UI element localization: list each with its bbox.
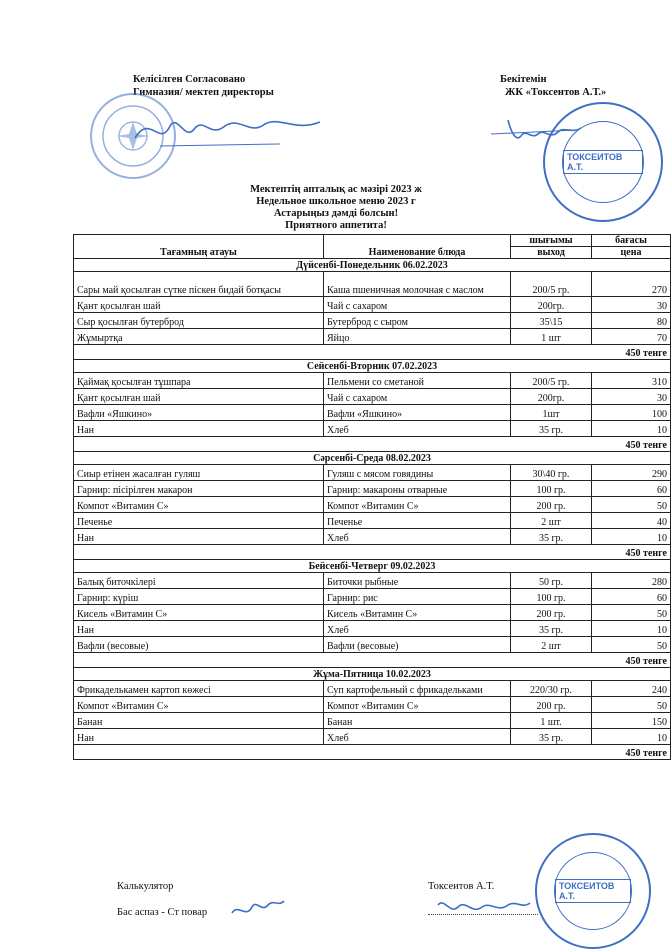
- bon-appetit-rus-line: Приятного аппетита!: [285, 220, 387, 231]
- dish-price: 60: [592, 589, 671, 605]
- dish-output: 200 гр.: [511, 605, 592, 621]
- dish-output: 200гр.: [511, 389, 592, 405]
- col-header-rus: Наименование блюда: [324, 235, 511, 259]
- dish-name-kaz: Фрикаделькамен картоп көжесі: [74, 681, 324, 697]
- menu-item-row: [74, 389, 671, 405]
- dish-name-kaz: Печенье: [74, 513, 324, 529]
- dish-name-kaz: Гарнир: пісірілген макарон: [74, 481, 324, 497]
- dish-name-rus: Печенье: [324, 513, 511, 529]
- dish-output: 1шт: [511, 405, 592, 421]
- menu-item-row: [74, 573, 671, 589]
- dish-name-rus: Яйцо: [324, 329, 511, 345]
- dish-output: 35 гр.: [511, 529, 592, 545]
- dish-name-kaz: Сары май қосылған сүтке піскен бидай ботқасы: [74, 272, 324, 297]
- agreed-label: Келісілген Согласовано: [133, 74, 246, 85]
- dish-name-kaz: Вафли (весовые): [74, 637, 324, 653]
- dish-price: 40: [592, 513, 671, 529]
- dish-output: 200/5 гр.: [511, 272, 592, 297]
- dish-price: 10: [592, 729, 671, 745]
- col-header-price-rus: цена: [592, 247, 671, 259]
- day-header-row: [74, 360, 671, 373]
- menu-item-row: [74, 481, 671, 497]
- dish-name-rus: Кисель «Витамин С»: [324, 605, 511, 621]
- calculator-label: Калькулятор: [117, 881, 174, 892]
- dish-name-kaz: Жұмыртқа: [74, 329, 324, 345]
- day-total-row: [74, 545, 671, 560]
- footer-stamp: [535, 833, 651, 949]
- cook-signature: [228, 893, 288, 923]
- day-header-row: [74, 259, 671, 272]
- dish-price: 150: [592, 713, 671, 729]
- day-total-row: [74, 745, 671, 760]
- dish-price: 240: [592, 681, 671, 697]
- dish-output: 200/5 гр.: [511, 373, 592, 389]
- dish-name-rus: Вафли «Яшкино»: [324, 405, 511, 421]
- dish-name-rus: Каша пшеничная молочная с маслом: [324, 272, 511, 297]
- footer-stamp-name-text: ТОКСЕИТОВ А.Т.: [555, 879, 631, 903]
- dish-name-rus: Хлеб: [324, 529, 511, 545]
- dish-name-kaz: Қаймақ қосылған тұшпара: [74, 373, 324, 389]
- director-label: Гимназия/ мектеп директоры: [133, 87, 274, 98]
- dish-price: 80: [592, 313, 671, 329]
- dish-name-kaz: Нан: [74, 529, 324, 545]
- day-total: 450 тенге: [74, 653, 671, 668]
- dish-output: 100 гр.: [511, 589, 592, 605]
- dish-price: 50: [592, 637, 671, 653]
- stamp-name-text: ТОКСЕИТОВ А.Т.: [563, 150, 643, 174]
- dish-price: 70: [592, 329, 671, 345]
- day-total-row: [74, 345, 671, 360]
- menu-table: [73, 234, 671, 760]
- day-total-row: [74, 437, 671, 452]
- dish-name-kaz: Компот «Витамин С»: [74, 697, 324, 713]
- dish-output: 200 гр.: [511, 697, 592, 713]
- approver-signature: [486, 112, 596, 152]
- dish-price: 50: [592, 697, 671, 713]
- bon-appetit-kaz: Астарыңыз дәмді болсын!: [273, 208, 399, 219]
- menu-item-row: [74, 713, 671, 729]
- dish-name-kaz: Гарнир: күріш: [74, 589, 324, 605]
- menu-item-row: [74, 729, 671, 745]
- dish-name-rus: Гарнир: макароны отварные: [324, 481, 511, 497]
- day-total-row: [74, 653, 671, 668]
- menu-item-row: [74, 421, 671, 437]
- dish-price: 270: [592, 272, 671, 297]
- menu-item-row: [74, 605, 671, 621]
- signer-name: Токсеитов А.Т.: [428, 881, 495, 892]
- menu-item-row: [74, 272, 671, 297]
- dish-name-rus: Гуляш с мясом говядины: [324, 465, 511, 481]
- menu-item-row: [74, 497, 671, 513]
- dish-price: 10: [592, 621, 671, 637]
- menu-item-row: [74, 697, 671, 713]
- dish-name-rus: Чай с сахаром: [324, 389, 511, 405]
- menu-item-row: [74, 329, 671, 345]
- dish-output: 1 шт: [511, 329, 592, 345]
- dish-name-rus: Чай с сахаром: [324, 297, 511, 313]
- approve-label: Бекітемін: [500, 74, 547, 85]
- menu-title-kaz: Мектептің апталық ас мәзірі 2023 ж: [250, 184, 422, 195]
- col-header-kaz: Тағамның атауы: [74, 235, 324, 259]
- director-signature: [130, 108, 330, 153]
- day-title: Бейсенбі-Четверг 09.02.2023: [74, 560, 671, 573]
- menu-item-row: [74, 297, 671, 313]
- dish-name-rus: Пельмени со сметаной: [324, 373, 511, 389]
- dish-output: 1 шт.: [511, 713, 592, 729]
- dish-price: 50: [592, 605, 671, 621]
- approver-name: ЖК «Токсентов А.Т.»: [505, 87, 607, 98]
- dish-name-kaz: Сиыр етінен жасалған гуляш: [74, 465, 324, 481]
- dish-name-kaz: Қант қосылған шай: [74, 389, 324, 405]
- dish-output: 220/30 гр.: [511, 681, 592, 697]
- menu-item-row: [74, 373, 671, 389]
- dish-price: 310: [592, 373, 671, 389]
- menu-item-row: [74, 465, 671, 481]
- col-header-out-kaz: шығымы: [511, 235, 592, 247]
- dish-output: 2 шт: [511, 513, 592, 529]
- menu-item-row: [74, 513, 671, 529]
- dish-name-kaz: Вафли «Яшкино»: [74, 405, 324, 421]
- dish-name-kaz: Банан: [74, 713, 324, 729]
- dish-name-kaz: Балық биточкілері: [74, 573, 324, 589]
- dish-output: 2 шт: [511, 637, 592, 653]
- dish-output: 35 гр.: [511, 421, 592, 437]
- dish-price: 290: [592, 465, 671, 481]
- dish-price: 10: [592, 529, 671, 545]
- day-total: 450 тенге: [74, 345, 671, 360]
- dish-price: 30: [592, 389, 671, 405]
- menu-item-row: [74, 405, 671, 421]
- dish-name-kaz: Қант қосылған шай: [74, 297, 324, 313]
- menu-item-row: [74, 589, 671, 605]
- dish-output: 100 гр.: [511, 481, 592, 497]
- dish-name-rus: Суп картофельный с фрикадельками: [324, 681, 511, 697]
- dish-output: 35 гр.: [511, 621, 592, 637]
- day-total: 450 тенге: [74, 545, 671, 560]
- day-total: 450 тенге: [74, 437, 671, 452]
- day-header-row: [74, 452, 671, 465]
- dish-name-kaz: Нан: [74, 729, 324, 745]
- dish-price: 30: [592, 297, 671, 313]
- cook-label: Бас аспаз - Ст повар: [117, 907, 208, 918]
- dish-name-kaz: Нан: [74, 421, 324, 437]
- dish-name-kaz: Кисель «Витамин С»: [74, 605, 324, 621]
- col-header-price-kaz: бағасы: [592, 235, 671, 247]
- day-title: Жұма-Пятница 10.02.2023: [74, 668, 671, 681]
- dish-price: 100: [592, 405, 671, 421]
- dish-name-rus: Компот «Витамин С»: [324, 497, 511, 513]
- dish-name-rus: Хлеб: [324, 729, 511, 745]
- dish-name-rus: Банан: [324, 713, 511, 729]
- dish-name-rus: Компот «Витамин С»: [324, 697, 511, 713]
- day-title: Дүйсенбі-Понедельник 06.02.2023: [74, 259, 671, 272]
- dish-name-rus: Биточки рыбные: [324, 573, 511, 589]
- dish-price: 50: [592, 497, 671, 513]
- signer-signature: [434, 895, 534, 920]
- menu-item-row: [74, 313, 671, 329]
- day-title: Сәрсенбі-Среда 08.02.2023: [74, 452, 671, 465]
- dish-name-kaz: Нан: [74, 621, 324, 637]
- day-header-row: [74, 560, 671, 573]
- dish-name-kaz: Компот «Витамин С»: [74, 497, 324, 513]
- dish-price: 280: [592, 573, 671, 589]
- menu-item-row: [74, 529, 671, 545]
- day-title: Сейсенбі-Вторник 07.02.2023: [74, 360, 671, 373]
- dish-output: 35 гр.: [511, 729, 592, 745]
- dish-output: 35\15: [511, 313, 592, 329]
- dish-name-rus: Гарнир: рис: [324, 589, 511, 605]
- dish-name-rus: Хлеб: [324, 421, 511, 437]
- day-total: 450 тенге: [74, 745, 671, 760]
- dish-name-rus: Бутерброд с сыром: [324, 313, 511, 329]
- dish-output: 200гр.: [511, 297, 592, 313]
- dish-name-rus: Вафли (весовые): [324, 637, 511, 653]
- dish-price: 60: [592, 481, 671, 497]
- dish-output: 200 гр.: [511, 497, 592, 513]
- col-header-out-rus: выход: [511, 247, 592, 259]
- dish-output: 50 гр.: [511, 573, 592, 589]
- menu-item-row: [74, 621, 671, 637]
- dish-output: 30\40 гр.: [511, 465, 592, 481]
- menu-title-rus: Недельное школьное меню 2023 г: [256, 196, 416, 207]
- dish-price: 10: [592, 421, 671, 437]
- menu-item-row: [74, 681, 671, 697]
- dish-name-kaz: Сыр қосылған бутерброд: [74, 313, 324, 329]
- menu-item-row: [74, 637, 671, 653]
- dish-name-rus: Хлеб: [324, 621, 511, 637]
- day-header-row: [74, 668, 671, 681]
